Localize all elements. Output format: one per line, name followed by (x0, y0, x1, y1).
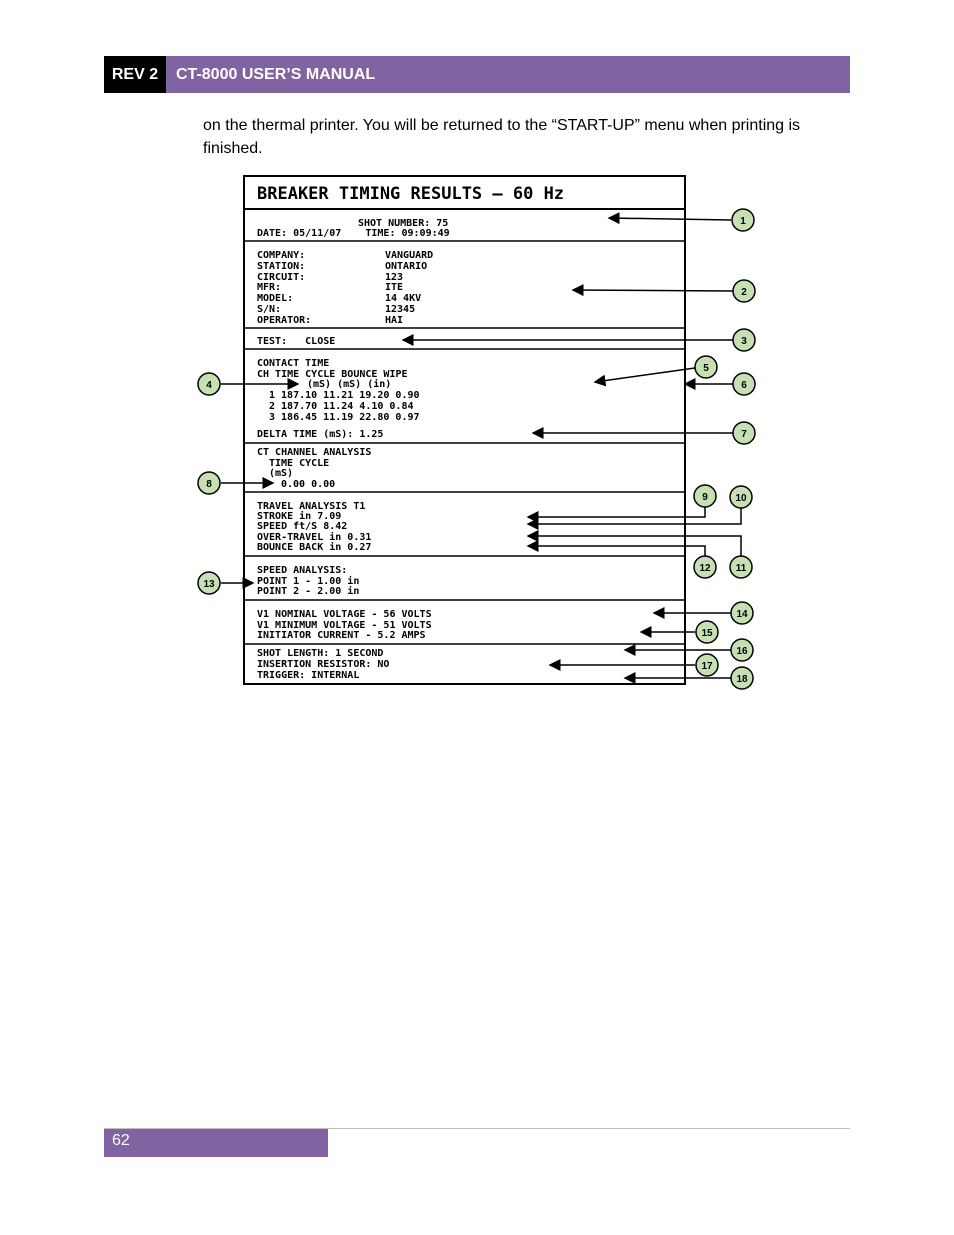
svg-text:17: 17 (701, 661, 713, 672)
travel-stroke: STROKE in 7.09 (257, 511, 342, 522)
contact-row-2: 2 187.70 11.24 4.10 0.84 (269, 401, 414, 412)
test-type: TEST: CLOSE (257, 336, 336, 347)
model-value: 14 4KV (385, 293, 422, 304)
travel-heading: TRAVEL ANALYSIS T1 (257, 501, 366, 512)
callout-5 (695, 356, 717, 378)
callout-3 (733, 329, 755, 351)
callout-12 (694, 556, 716, 578)
travel-speed: SPEED ft/S 8.42 (257, 521, 348, 532)
svg-text:5: 5 (703, 363, 709, 374)
svg-text:13: 13 (203, 579, 215, 590)
svg-text:14: 14 (736, 609, 748, 620)
circuit-value: 123 (385, 272, 404, 283)
ct-channel-heading: CT CHANNEL ANALYSIS (257, 447, 372, 458)
callout-4 (198, 373, 220, 395)
trigger: TRIGGER: INTERNAL (257, 670, 360, 681)
intro-paragraph: on the thermal printer. You will be returned to the “START-UP” menu when printing is finished. (203, 117, 801, 157)
callout-11 (730, 556, 752, 578)
sn-label: S/N: (257, 304, 282, 315)
speed-heading: SPEED ANALYSIS: (257, 565, 348, 576)
svg-text:3: 3 (741, 336, 747, 347)
callout-8 (198, 472, 220, 494)
contact-row-3: 3 186.45 11.19 22.80 0.97 (269, 412, 420, 423)
contact-time-heading: CONTACT TIME (257, 358, 330, 369)
callout-18 (731, 667, 753, 689)
v1-nominal: V1 NOMINAL VOLTAGE - 56 VOLTS (257, 609, 432, 620)
callout-13 (198, 572, 220, 594)
travel-over-travel: OVER-TRAVEL in 0.31 (257, 532, 372, 543)
circuit-label: CIRCUIT: (257, 272, 306, 283)
speed-point-2: POINT 2 - 2.00 in (257, 586, 360, 597)
mfr-label: MFR: (257, 282, 282, 293)
callout-2 (733, 280, 755, 302)
delta-time: DELTA TIME (mS): 1.25 (257, 429, 384, 440)
svg-text:9: 9 (702, 492, 708, 503)
printout-title: BREAKER TIMING RESULTS – 60 Hz (257, 184, 565, 204)
ct-channel-columns: TIME CYCLE (269, 458, 330, 469)
contact-time-columns: CH TIME CYCLE BOUNCE WIPE (257, 369, 408, 380)
insertion-resistor: INSERTION RESISTOR: NO (257, 659, 390, 670)
svg-text:12: 12 (699, 563, 711, 574)
svg-text:6: 6 (741, 380, 747, 391)
svg-text:8: 8 (206, 479, 212, 490)
callout-16 (731, 639, 753, 661)
model-label: MODEL: (257, 293, 294, 304)
page-number: 62 (104, 1129, 328, 1157)
svg-text:2: 2 (741, 287, 747, 298)
speed-point-1: POINT 1 - 1.00 in (257, 576, 360, 587)
ct-channel-units: (mS) (269, 468, 294, 479)
station-value: ONTARIO (385, 261, 428, 272)
svg-text:10: 10 (735, 493, 747, 504)
ct-channel-values: 0.00 0.00 (281, 479, 336, 490)
svg-text:16: 16 (736, 646, 748, 657)
callout-7 (733, 422, 755, 444)
svg-text:11: 11 (735, 563, 747, 574)
callout-9 (694, 485, 716, 507)
callout-10 (730, 486, 752, 508)
mfr-value: ITE (385, 282, 404, 293)
callout-1 (732, 209, 754, 231)
operator-label: OPERATOR: (257, 315, 312, 326)
initiator-current: INITIATOR CURRENT - 5.2 AMPS (257, 630, 426, 641)
svg-text:7: 7 (741, 429, 747, 440)
callout-arrow-2 (573, 290, 733, 291)
callout-17 (696, 654, 718, 676)
rev-badge: REV 2 (104, 56, 166, 93)
callout-14 (731, 602, 753, 624)
shot-number: SHOT NUMBER: 75 (358, 218, 449, 229)
shot-length: SHOT LENGTH: 1 SECOND (257, 648, 384, 659)
callout-6 (733, 373, 755, 395)
company-label: COMPANY: (257, 250, 306, 261)
printout-figure (195, 172, 761, 690)
contact-row-1: 1 187.10 11.21 19.20 0.90 (269, 390, 420, 401)
svg-text:15: 15 (701, 628, 713, 639)
svg-text:1: 1 (740, 216, 746, 227)
contact-time-units: (mS) (mS) (in) (307, 379, 392, 390)
company-value: VANGUARD (385, 250, 434, 261)
manual-title: CT-8000 USER’S MANUAL (166, 56, 850, 93)
v1-minimum: V1 MINIMUM VOLTAGE - 51 VOLTS (257, 620, 432, 631)
travel-bounce-back: BOUNCE BACK in 0.27 (257, 542, 372, 553)
callout-15 (696, 621, 718, 643)
sn-value: 12345 (385, 304, 416, 315)
svg-text:4: 4 (206, 380, 212, 391)
station-label: STATION: (257, 261, 306, 272)
operator-value: HAI (385, 315, 404, 326)
svg-text:18: 18 (736, 674, 748, 685)
date-time: DATE: 05/11/07 TIME: 09:09:49 (257, 228, 450, 239)
